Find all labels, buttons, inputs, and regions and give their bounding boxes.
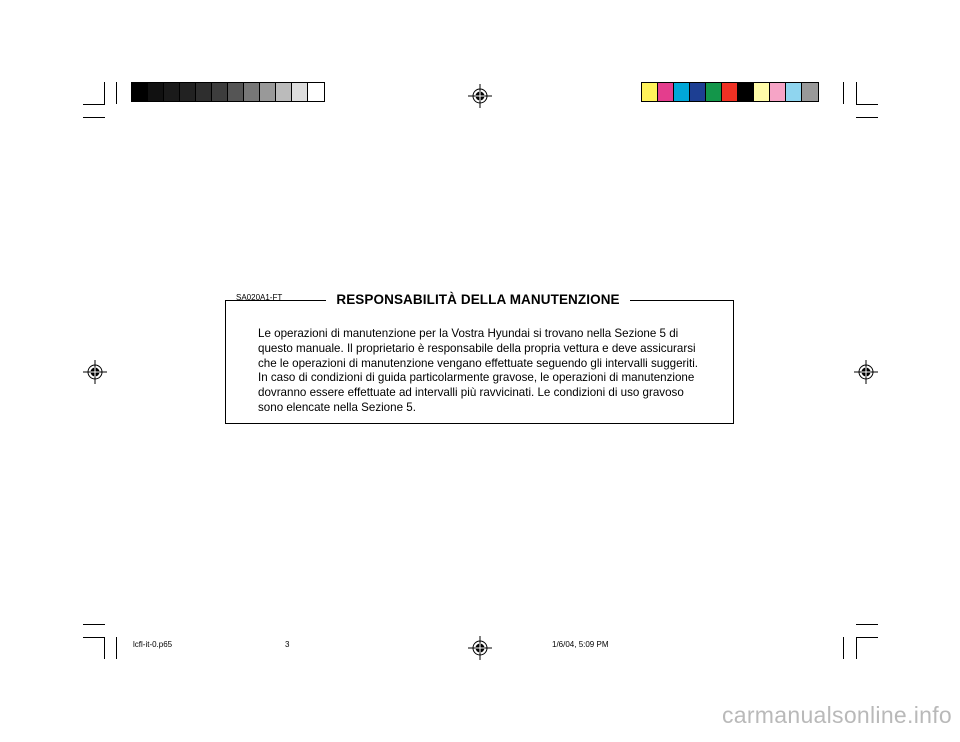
color-swatch xyxy=(658,83,674,101)
color-swatch xyxy=(642,83,658,101)
crop-mark xyxy=(83,624,105,625)
color-swatch xyxy=(244,83,260,101)
body-line: che le operazioni di manutenzione vengano effettuate seguendo gli intervalli suggeriti. xyxy=(258,356,699,370)
color-swatch xyxy=(690,83,706,101)
crop-mark xyxy=(856,104,878,105)
crop-mark xyxy=(856,624,878,625)
color-swatch xyxy=(786,83,802,101)
crop-mark xyxy=(104,637,105,659)
color-swatch xyxy=(260,83,276,101)
crop-mark xyxy=(83,637,105,638)
crop-mark xyxy=(83,117,105,118)
body-line: sono elencate nella Sezione 5. xyxy=(258,400,416,414)
body-paragraph xyxy=(258,327,713,416)
section-title: RESPONSABILITÀ DELLA MANUTENZIONE xyxy=(326,290,630,310)
section-code: SA020A1-FT xyxy=(236,293,283,302)
footer-page-number: 3 xyxy=(285,640,290,649)
crop-mark xyxy=(104,82,105,104)
color-swatch xyxy=(276,83,292,101)
color-swatch xyxy=(292,83,308,101)
crop-mark xyxy=(856,82,857,104)
body-line: In caso di condizioni di guida particolarmente gravose, le operazioni di manutenzione xyxy=(258,371,695,385)
body-line: Le operazioni di manutenzione per la Vostra Hyundai si trovano nella Sezione 5 di xyxy=(258,327,679,340)
crop-mark xyxy=(116,637,117,659)
crop-mark xyxy=(856,117,878,118)
crop-mark xyxy=(83,104,105,105)
color-swatch xyxy=(722,83,738,101)
body-line: dovranno essere effettuate ad intervalli più ravvicinati. Le condizioni di uso gravoso xyxy=(258,386,684,400)
crop-mark xyxy=(843,637,844,659)
watermark: carmanualsonline.info xyxy=(721,702,952,728)
color-swatch xyxy=(132,83,148,101)
color-swatch xyxy=(802,83,818,101)
color-swatch xyxy=(770,83,786,101)
color-swatch xyxy=(754,83,770,101)
registration-mark-icon xyxy=(468,636,492,660)
color-swatch xyxy=(738,83,754,101)
color-swatch xyxy=(674,83,690,101)
color-swatch xyxy=(180,83,196,101)
crop-mark xyxy=(116,82,117,104)
color-swatch xyxy=(148,83,164,101)
color-calibration-bar xyxy=(641,82,819,102)
crop-mark xyxy=(843,82,844,104)
color-swatch xyxy=(196,83,212,101)
registration-mark-icon xyxy=(468,84,492,108)
color-swatch xyxy=(212,83,228,101)
footer-timestamp: 1/6/04, 5:09 PM xyxy=(552,640,609,649)
registration-mark-icon xyxy=(83,360,107,384)
color-swatch xyxy=(228,83,244,101)
body-line: questo manuale. Il proprietario è responsabile della propria vettura e deve assicurarsi xyxy=(258,341,696,355)
color-swatch xyxy=(308,83,324,101)
footer-filename: lcfl-it-0.p65 xyxy=(133,640,173,649)
crop-mark xyxy=(856,637,878,638)
grayscale-calibration-bar xyxy=(131,82,325,102)
crop-mark xyxy=(856,637,857,659)
color-swatch xyxy=(164,83,180,101)
registration-mark-icon xyxy=(854,360,878,384)
color-swatch xyxy=(706,83,722,101)
